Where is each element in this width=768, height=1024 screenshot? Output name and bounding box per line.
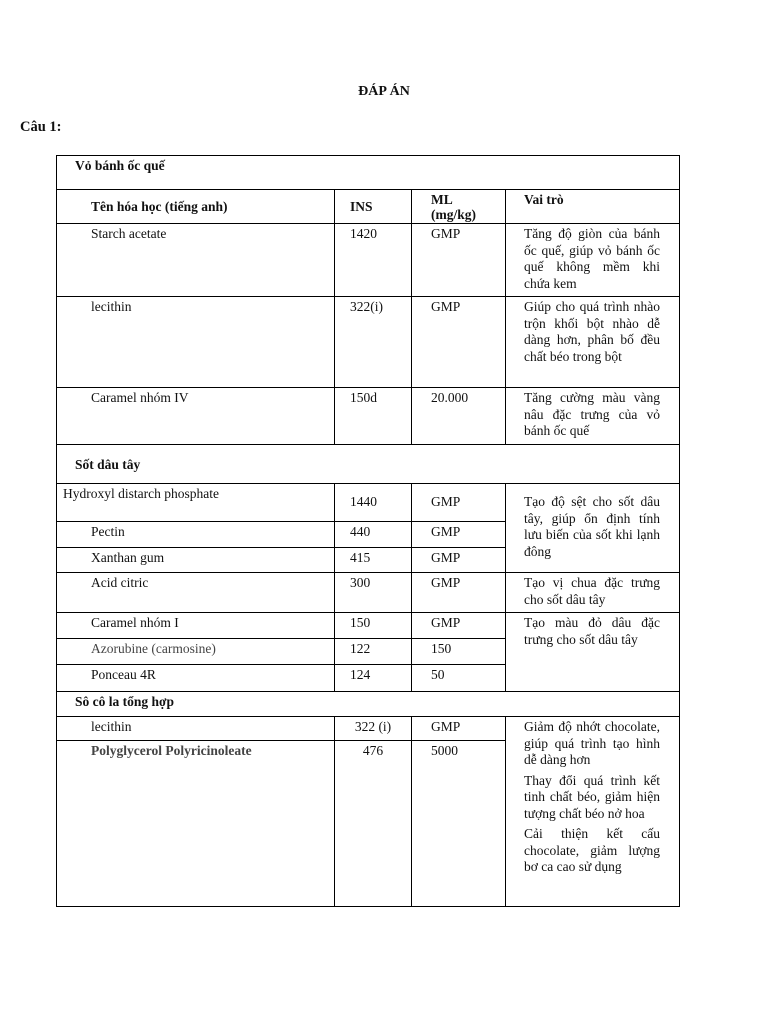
role-paragraph: Giảm độ nhớt chocolate, giúp quá trình tạo hình dễ dàng hơn (524, 719, 661, 767)
role-paragraph: Cải thiện kết cấu chocolate, giảm lượng bơ ca cao sử dụng (524, 826, 661, 874)
row-ins: 476 (335, 741, 412, 907)
row-name: Xanthan gum (57, 548, 335, 573)
row-name: Caramel nhóm IV (57, 388, 335, 445)
header-ins: INS (335, 190, 412, 224)
row-role: Tạo vị chua đặc trưng cho sốt dâu tây (506, 573, 680, 613)
document-title: ĐÁP ÁN (358, 84, 410, 99)
row-ins: 440 (335, 522, 412, 548)
row-ins: 415 (335, 548, 412, 573)
row-name: Starch acetate (57, 224, 335, 297)
table-row (57, 388, 680, 445)
row-ins: 1420 (335, 224, 412, 297)
row-role: Tạo màu đỏ dâu đặc trưng cho sốt dâu tây (506, 613, 680, 692)
table-row (57, 224, 680, 297)
header-role: Vai trò (506, 190, 680, 224)
header-ml-line2: (mg/kg) (431, 207, 476, 222)
row-ml: GMP (412, 573, 506, 613)
table-header-row (57, 190, 680, 224)
row-ins: 122 (335, 639, 412, 665)
row-name: Acid citric (57, 573, 335, 613)
answer-table (56, 155, 680, 907)
row-ins: 322 (i) (335, 717, 412, 741)
row-ml: 5000 (412, 741, 506, 907)
table-row (57, 484, 680, 522)
row-ins: 322(i) (335, 297, 412, 388)
row-name: Pectin (57, 522, 335, 548)
row-role: Tạo độ sệt cho sốt dâu tây, giúp ổn định tính lưu biến của sốt khi lạnh đông (506, 484, 680, 573)
row-role-list (506, 717, 680, 907)
row-ml: GMP (412, 717, 506, 741)
row-role: Tăng độ giòn của bánh ốc quế, giúp vỏ bánh ốc quế không mềm khi chứa kem (506, 224, 680, 297)
question-label: Câu 1: (20, 119, 62, 135)
row-ml: GMP (412, 522, 506, 548)
row-ins: 150d (335, 388, 412, 445)
table-row (57, 297, 680, 388)
row-ins: 300 (335, 573, 412, 613)
row-ml: 20.000 (412, 388, 506, 445)
row-ml: GMP (412, 484, 506, 522)
table-row (57, 717, 680, 741)
section-title-waffle-cone: Vỏ bánh ốc quế (57, 156, 680, 190)
role-paragraph: Thay đổi quá trình kết tinh chất béo, giảm hiện tượng chất béo nở hoa (524, 772, 661, 821)
header-ml (412, 190, 506, 224)
row-ml: 150 (412, 639, 506, 665)
table-row (57, 573, 680, 613)
row-name: Azorubine (carmosine) (57, 639, 335, 665)
section-title-strawberry-sauce: Sốt dâu tây (57, 445, 680, 484)
row-ml: GMP (412, 613, 506, 639)
row-ml: GMP (412, 548, 506, 573)
header-ml-line1: ML (431, 192, 453, 207)
row-role: Giúp cho quá trình nhào trộn khối bột nhào dễ dàng hơn, phân bố đều chất béo trong bột (506, 297, 680, 388)
row-ml: GMP (412, 297, 506, 388)
section-title-chocolate: Sô cô la tổng hợp (57, 692, 680, 717)
row-name: lecithin (57, 297, 335, 388)
row-name: Polyglycerol Polyricinoleate (57, 741, 335, 907)
header-chemical-name: Tên hóa học (tiếng anh) (57, 190, 335, 224)
table-row (57, 613, 680, 639)
row-ins: 124 (335, 665, 412, 692)
row-role: Tăng cường màu vàng nâu đặc trưng của vỏ bánh ốc quế (506, 388, 680, 445)
row-name: lecithin (57, 717, 335, 741)
row-name: Ponceau 4R (57, 665, 335, 692)
row-ml: 50 (412, 665, 506, 692)
row-ins: 1440 (335, 484, 412, 522)
row-name: Hydroxyl distarch phosphate (57, 484, 335, 522)
row-name: Caramel nhóm I (57, 613, 335, 639)
row-ins: 150 (335, 613, 412, 639)
row-ml: GMP (412, 224, 506, 297)
